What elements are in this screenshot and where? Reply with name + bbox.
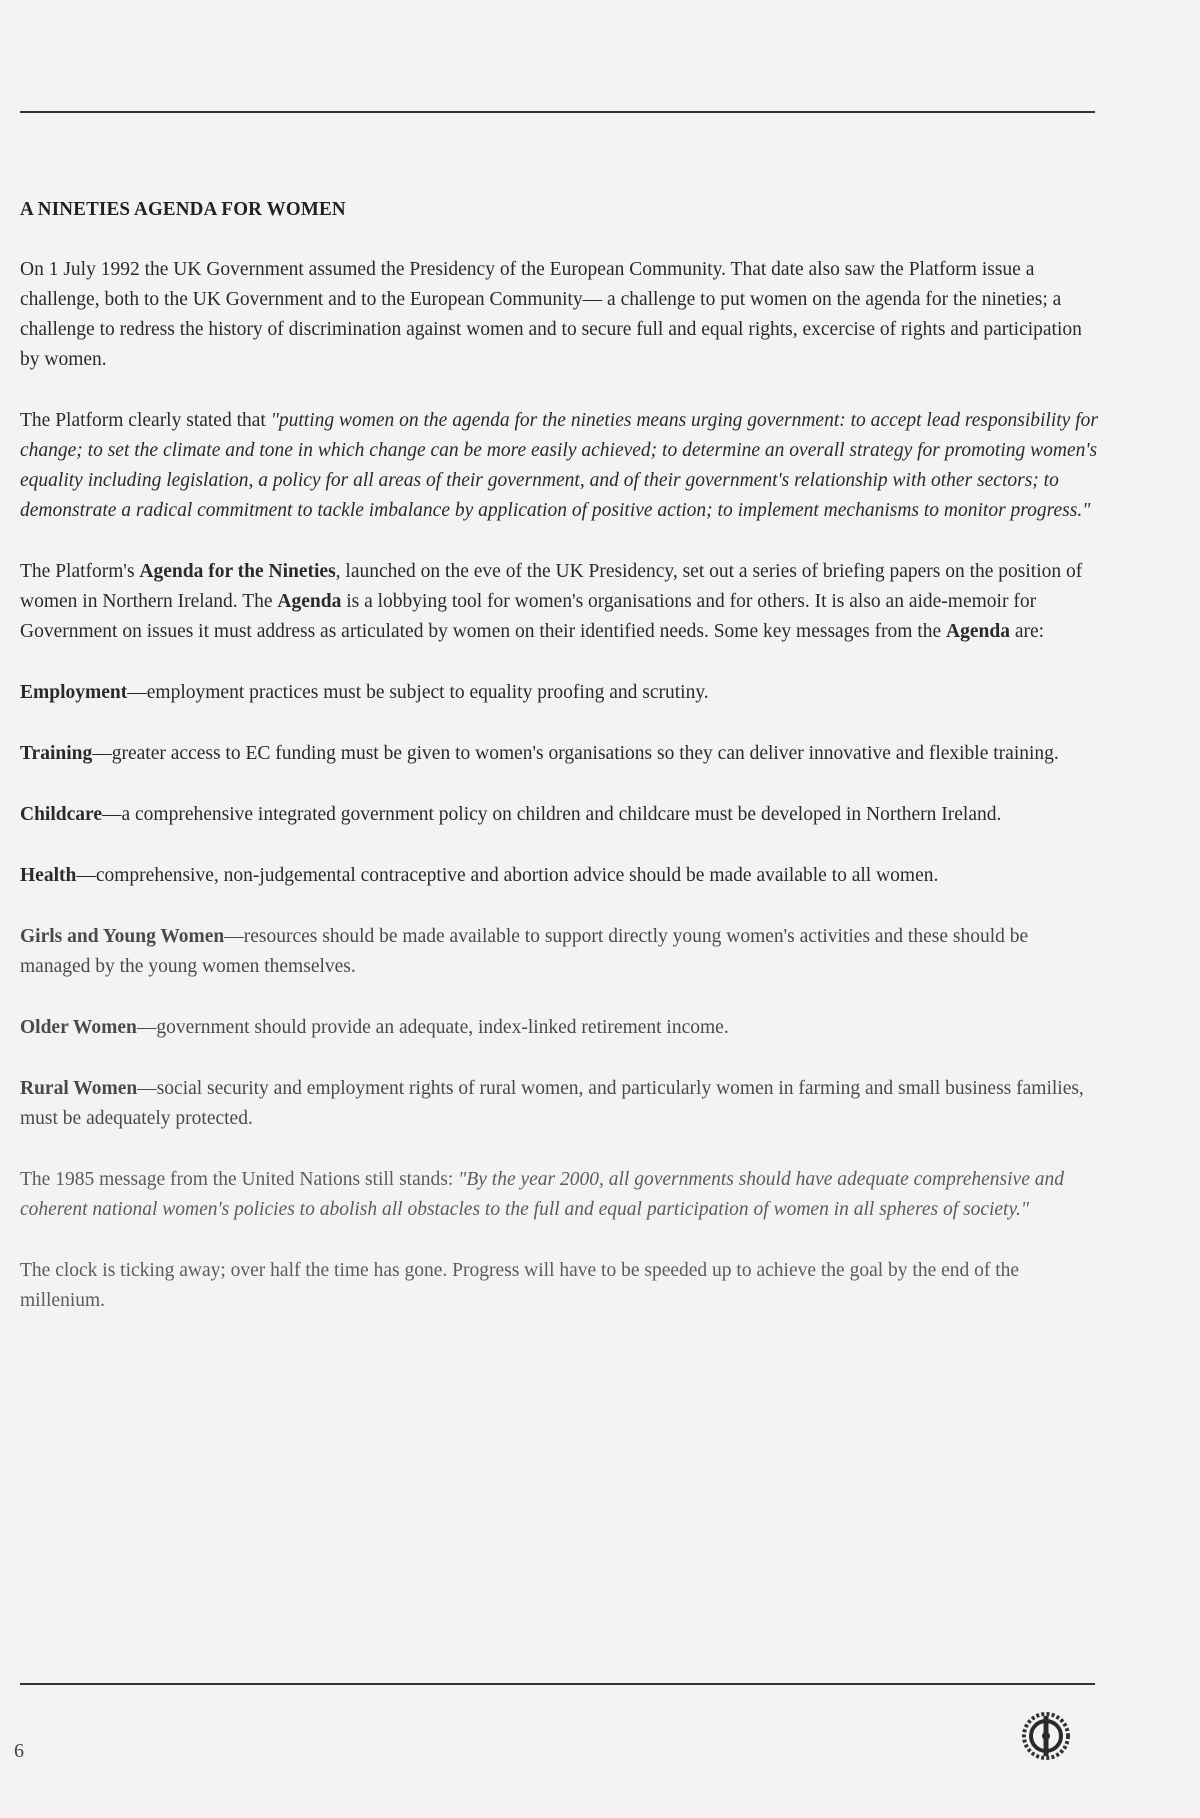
message-text: —employment practices must be subject to equality proofing and scrutiny. bbox=[127, 682, 709, 703]
top-divider bbox=[20, 111, 1095, 113]
page-number: 6 bbox=[14, 1740, 24, 1762]
closing-paragraph: The clock is ticking away; over half the time has gone. Progress will have to be speeded up to achieve the goal by the end of the millenium. bbox=[20, 1260, 1020, 1311]
message-childcare bbox=[20, 800, 1100, 830]
message-topic: Training bbox=[20, 743, 93, 764]
message-text: —government should provide an adequate, index-linked retirement income. bbox=[136, 1017, 729, 1038]
un-message-lead: The 1985 message from the United Nations still stands: bbox=[20, 1169, 459, 1190]
bottom-divider bbox=[20, 1683, 1095, 1685]
message-text: —social security and employment rights of rural women, and particularly women in farming and small business families, must be adequately protected. bbox=[20, 1078, 1084, 1129]
un-message-quote: "By the year 2000, all governments should have adequate comprehensive and coherent national women's policies to abolish all obstacles to the full and equal participation of women in all spheres of society." bbox=[20, 1169, 1064, 1220]
message-older-women bbox=[20, 1013, 1100, 1043]
message-topic: Rural Women bbox=[20, 1078, 138, 1099]
document-body bbox=[20, 198, 1100, 1347]
message-topic: Employment bbox=[20, 682, 128, 703]
message-topic: Older Women bbox=[20, 1017, 137, 1038]
message-topic: Girls and Young Women bbox=[20, 926, 225, 947]
message-rural-women bbox=[20, 1074, 1100, 1134]
platform-statement-quote: "putting women on the agenda for the nineties means urging government: to accept lead responsibility for change; to set the climate and tone in which change can be more easily achieved; to determine an overall strategy for promoting women's equality including legislation, a policy for all areas of their government, and of their government's relationship with other sectors; to demonstrate a radical commitment to tackle imbalance by application of positive action; to implement mechanisms to monitor progress." bbox=[20, 410, 1098, 521]
message-health bbox=[20, 861, 1100, 891]
section-heading: A NINETIES AGENDA FOR WOMEN bbox=[20, 198, 346, 220]
intro-paragraph: On 1 July 1992 the UK Government assumed the Presidency of the European Community. That date also saw the Platform issue a challenge, both to the UK Government and to the European Community— a challenge to put women on the agenda for the nineties; a challenge to redress the history of discrimination against women and to secure full and equal rights, excercise of rights and participation by women. bbox=[20, 259, 1082, 370]
message-text: —a comprehensive integrated government policy on children and childcare must be developed in Northern Ireland. bbox=[101, 804, 1002, 825]
agenda-text-1: The Platform's bbox=[20, 561, 140, 582]
agenda-text-3: is a lobbying tool for women's organisations and for others. It is also an aide-memoir for Government on issues it must address as articulated by women on their identified needs. Some key messages from the bbox=[20, 591, 1037, 642]
un-message-paragraph bbox=[20, 1165, 1100, 1225]
message-training bbox=[20, 739, 1100, 769]
agenda-text-4: are: bbox=[1009, 621, 1045, 642]
agenda-bold-2: Agenda bbox=[277, 591, 342, 612]
message-topic: Childcare bbox=[20, 804, 102, 825]
message-topic: Health bbox=[20, 865, 77, 886]
agenda-title-bold: Agenda for the Nineties bbox=[139, 561, 336, 582]
agenda-paragraph bbox=[20, 557, 1100, 647]
agenda-text-2: , launched on the eve of the UK Presidency, set out a series of briefing papers on the position of women in Northern Ireland. The bbox=[20, 561, 1083, 612]
platform-statement-paragraph bbox=[20, 406, 1100, 526]
message-text: —comprehensive, non-judgemental contraceptive and abortion advice should be made available to all women. bbox=[76, 865, 939, 886]
message-girls-young-women bbox=[20, 922, 1100, 982]
message-employment bbox=[20, 678, 1100, 708]
message-text: —resources should be made available to support directly young women's activities and these should be managed by the young women themselves. bbox=[20, 926, 1029, 977]
platform-statement-lead: The Platform clearly stated that bbox=[20, 410, 271, 431]
platform-emblem-icon bbox=[1018, 1708, 1074, 1764]
agenda-bold-3: Agenda bbox=[946, 621, 1010, 642]
message-text: —greater access to EC funding must be given to women's organisations so they can deliver innovative and flexible training. bbox=[92, 743, 1059, 764]
